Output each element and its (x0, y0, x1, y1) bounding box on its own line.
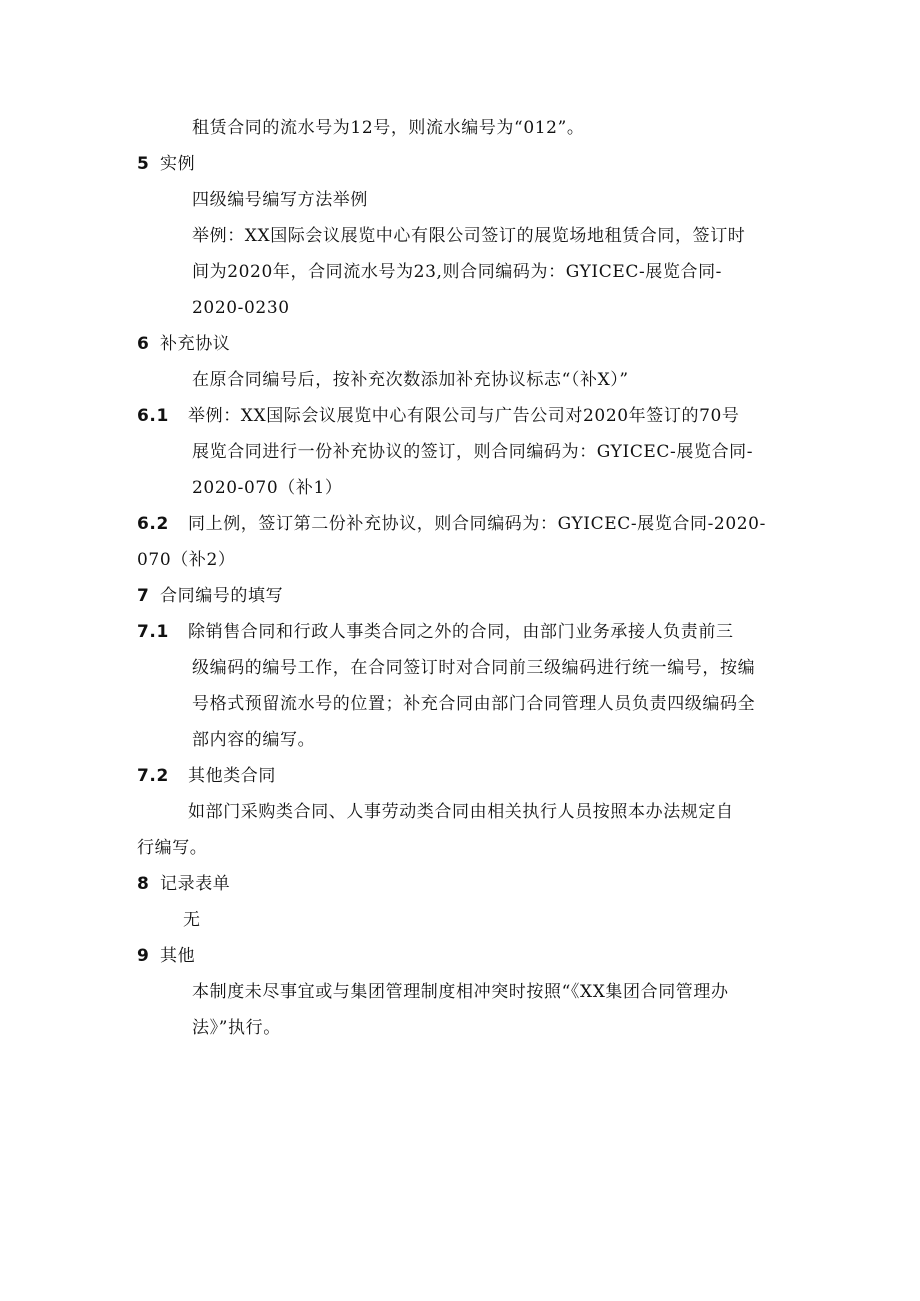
clause-number: 7.1 (137, 622, 169, 642)
clause-title: 其他类合同 (188, 766, 276, 786)
section-title: 其他 (160, 946, 196, 966)
clause-number: 6.1 (137, 406, 169, 426)
clause-number: 6.2 (137, 514, 169, 534)
section-title: 补充协议 (160, 334, 231, 354)
section-title: 合同编号的填写 (160, 586, 284, 606)
section-number: 9 (137, 946, 150, 966)
clause-number: 7.2 (137, 766, 169, 786)
section-number: 7 (137, 586, 150, 606)
section-title: 记录表单 (160, 874, 231, 894)
section-number: 6 (137, 334, 150, 354)
intro-text: 租赁合同的流水号为12号，则流水编号为“012”。 (192, 118, 585, 138)
section-number: 8 (137, 874, 150, 894)
section-title: 实例 (160, 154, 196, 174)
section-number: 5 (137, 154, 150, 174)
